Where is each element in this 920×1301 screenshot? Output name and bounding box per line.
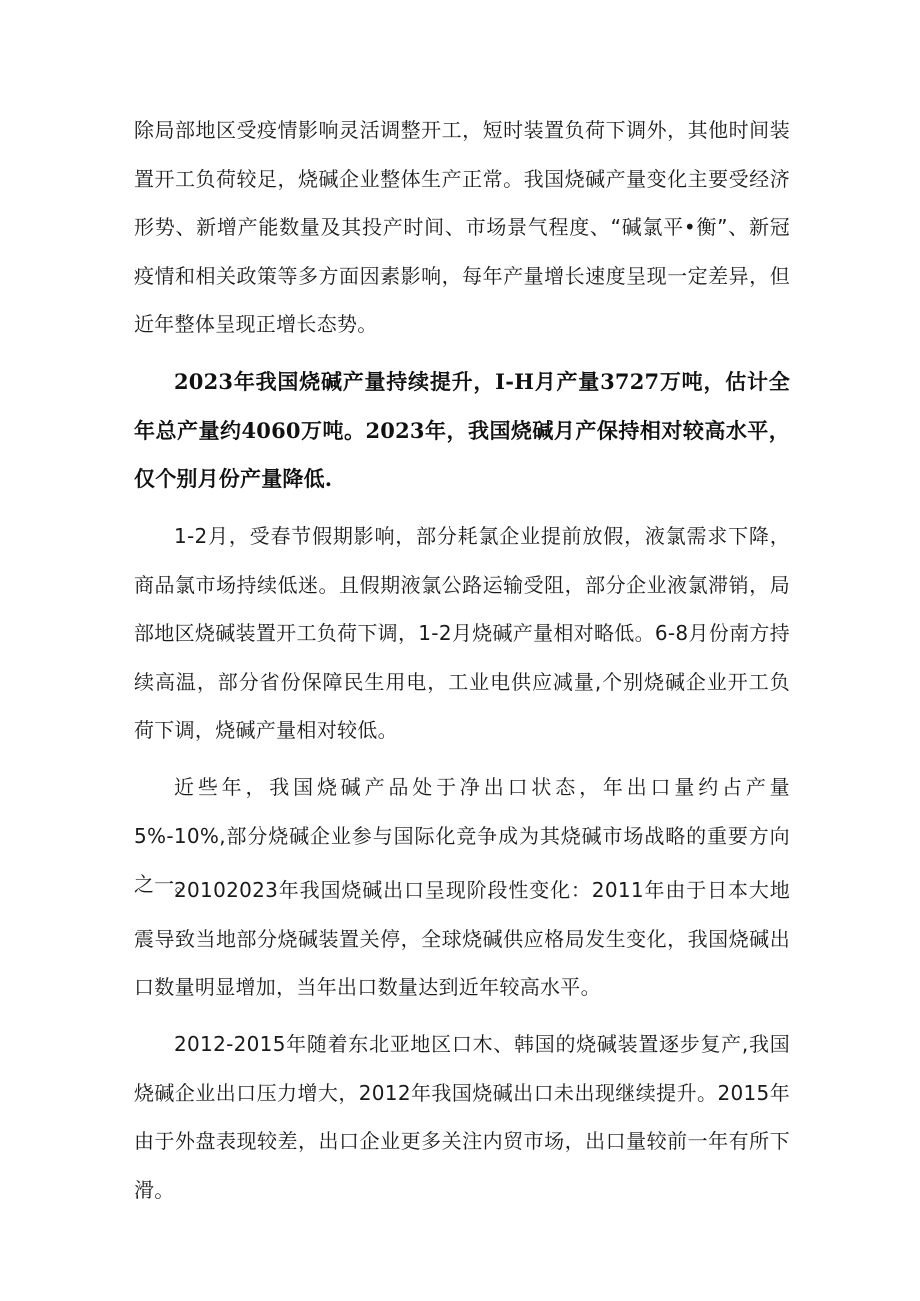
paragraph-export-2012-2015: 2012-2015年随着东北亚地区口木、韩国的烧碱装置逐步复产,我国烧碱企业出口压力增大，2012年我国烧碱出口未出现继续提升。2015年由于外盘表现较差，出口企业更多关注内贸市场，出口量较前一年有所下滑。 (134, 1032, 790, 1202)
paragraph-monthly-variation: 1-2月，受春节假期影响，部分耗氯企业提前放假，液氯需求下降，商品氯市场持续低迷。且假期液氯公路运输受阻，部分企业液氯滞销，局部地区烧碱装置开工负荷下调，1-2月烧碱产量相对略低。6-8月份南方持续高温，部分省份保障民生用电，工业电供应减量,个别烧碱企业开工负荷下调，烧碱产量相对较低。 (134, 524, 790, 742)
paragraph-export-2011: 20102023年我国烧碱出口呈现阶段性变化：2011年由于日本大地震导致当地部分烧碱装置关停，全球烧碱供应格局发生变化，我国烧碱出口数量明显增加，当年出口数量达到近年较高水平。 (134, 878, 790, 999)
paragraph-production-factors: 除局部地区受疫情影响灵活调整开工，短时装置负荷下调外，其他时间装置开工负荷较足，烧碱企业整体生产正常。我国烧碱产量变化主要受经济形势、新增产能数量及其投产时间、市场景气程度、“碱氯平•衡”、新冠疫情和相关政策等多方面因素影响，每年产量增长速度呈现一定差异，但近年整体呈现正增长态势。 (134, 118, 790, 336)
paragraph-2023-output-bold: 2023年我国烧碱产量持续提升，I-H月产量3727万吨，估计全年总产量约4060万吨。2023年，我国烧碱月产保持相对较高水平，仅个别月份产量降低. (134, 369, 790, 491)
paragraph-net-export: 近些年，我国烧碱产品处于净出口状态，年出口量约占产量5%-10%,部分烧碱企业参与国际化竞争成为其烧碱市场战略的重要方向之一。 (134, 775, 790, 896)
